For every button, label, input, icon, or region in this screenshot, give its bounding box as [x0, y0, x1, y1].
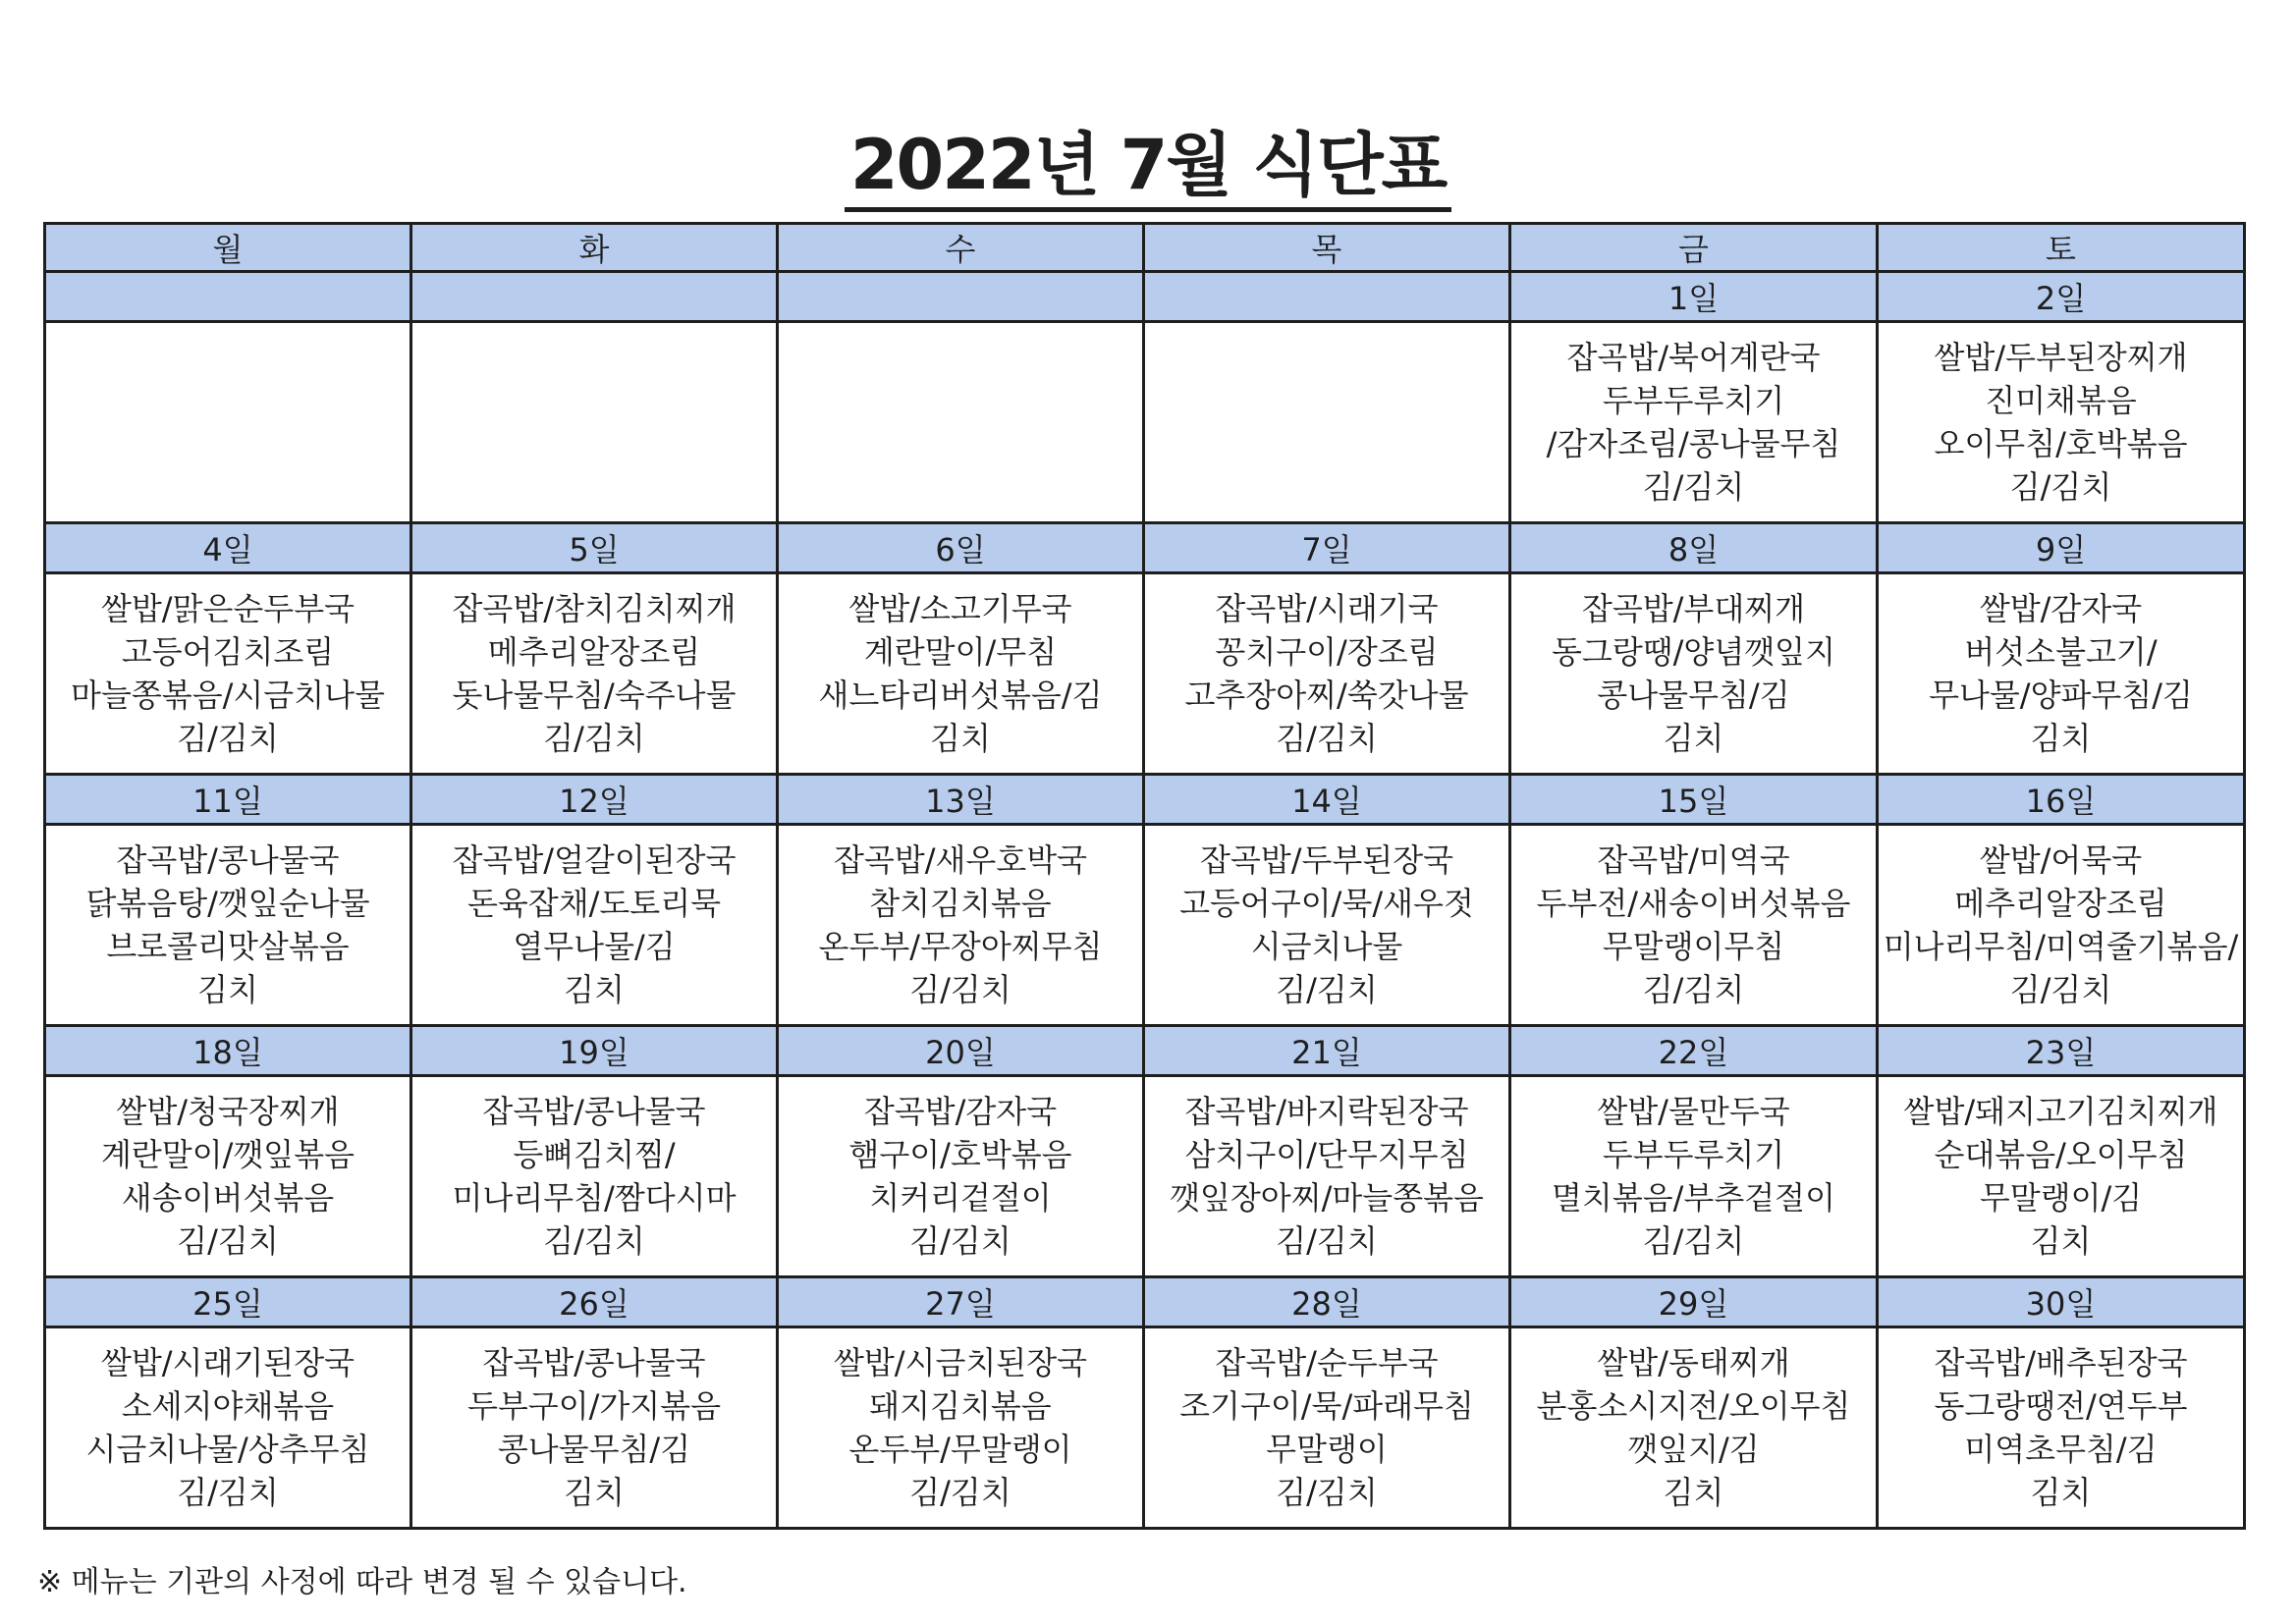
menu-line: 메추리알장조림	[1954, 885, 2167, 922]
menu-line: 치커리겉절이	[869, 1179, 1052, 1217]
menu-line: 김치	[564, 1474, 625, 1511]
menu-line: 잡곡밥/얼갈이된장국	[452, 841, 737, 879]
menu-line: 꽁치구이/장조림	[1215, 633, 1439, 671]
menu-line: 김치	[197, 971, 258, 1008]
menu-line: 김/김치	[1276, 720, 1378, 757]
menu-line: 시금치나물	[1250, 928, 1403, 965]
menu-cell	[411, 573, 778, 775]
date-cell: 20일	[778, 1026, 1144, 1076]
menu-line: 메추리알장조림	[487, 633, 701, 671]
menu-line: 쌀밥/소고기무국	[848, 590, 1072, 627]
menu-row	[45, 1327, 2245, 1529]
menu-line: 쌀밥/시금치된장국	[833, 1344, 1088, 1381]
menu-row	[45, 322, 2245, 523]
menu-line: 마늘쫑볶음/시금치나물	[71, 677, 385, 714]
menu-cell	[45, 825, 411, 1026]
menu-line: 콩나물무침/김	[1597, 677, 1790, 714]
date-cell	[45, 272, 411, 322]
meal-calendar-table	[43, 222, 2246, 1530]
menu-line: 김/김치	[1276, 1474, 1378, 1511]
menu-cell	[411, 1327, 778, 1529]
menu-line: 김/김치	[909, 1474, 1011, 1511]
menu-line: 잡곡밥/콩나물국	[482, 1093, 706, 1130]
menu-line: 두부전/새송이버섯볶음	[1536, 885, 1851, 922]
date-row	[45, 272, 2245, 322]
menu-line: 김/김치	[2009, 971, 2112, 1008]
date-cell	[1144, 272, 1510, 322]
menu-line: 깻잎지/김	[1627, 1431, 1760, 1468]
date-cell: 18일	[45, 1026, 411, 1076]
menu-line: 김/김치	[1642, 468, 1745, 506]
weekday-wed: 수	[778, 224, 1144, 272]
menu-line: 김치	[1663, 720, 1724, 757]
menu-line: 돈육잡채/도토리묵	[466, 885, 722, 922]
date-cell	[778, 272, 1144, 322]
date-cell: 23일	[1878, 1026, 2245, 1076]
menu-line: 삼치구이/단무지무침	[1184, 1136, 1469, 1173]
menu-cell	[778, 825, 1144, 1026]
date-cell: 14일	[1144, 775, 1510, 825]
menu-line: 콩나물무침/김	[497, 1431, 691, 1468]
menu-line: 새느타리버섯볶음/김	[818, 677, 1103, 714]
menu-line: 김/김치	[1276, 1222, 1378, 1260]
date-cell: 30일	[1878, 1277, 2245, 1327]
date-cell: 9일	[1878, 523, 2245, 573]
date-cell: 21일	[1144, 1026, 1510, 1076]
date-cell	[411, 272, 778, 322]
menu-cell	[778, 573, 1144, 775]
menu-line: 쌀밥/시래기된장국	[100, 1344, 355, 1381]
date-cell: 12일	[411, 775, 778, 825]
date-cell: 7일	[1144, 523, 1510, 573]
date-cell: 26일	[411, 1277, 778, 1327]
date-cell: 16일	[1878, 775, 2245, 825]
menu-line: 두부두루치기	[1602, 1136, 1785, 1173]
menu-cell	[1510, 322, 1878, 523]
menu-line: 미나리무침/짬다시마	[452, 1179, 737, 1217]
menu-line: 참치김치볶음	[869, 885, 1052, 922]
menu-line: 김치	[930, 720, 991, 757]
menu-line: 쌀밥/두부된장찌개	[1934, 339, 2188, 376]
menu-line: 잡곡밥/미역국	[1597, 841, 1790, 879]
menu-line: 김치	[564, 971, 625, 1008]
menu-cell	[1510, 1076, 1878, 1277]
menu-line: 무말랭이/김	[1979, 1179, 2143, 1217]
menu-cell	[411, 825, 778, 1026]
menu-line: 미역초무침/김	[1964, 1431, 2158, 1468]
weekday-sat: 토	[1878, 224, 2245, 272]
menu-cell	[1144, 573, 1510, 775]
menu-line: 잡곡밥/감자국	[863, 1093, 1058, 1130]
date-cell: 28일	[1144, 1277, 1510, 1327]
calendar-body	[45, 272, 2245, 1529]
menu-line: 김/김치	[1642, 1222, 1745, 1260]
menu-line: 고등어구이/묵/새우젓	[1179, 885, 1474, 922]
menu-line: 동그랑땡/양념깻잎지	[1552, 633, 1835, 671]
menu-cell	[411, 1076, 778, 1277]
menu-line: 김/김치	[543, 1222, 645, 1260]
menu-line: 고추장아찌/쑥갓나물	[1184, 677, 1469, 714]
menu-line: 잡곡밥/배추된장국	[1934, 1344, 2188, 1381]
menu-line: 잡곡밥/콩나물국	[482, 1344, 706, 1381]
menu-line: 쌀밥/어묵국	[1979, 841, 2143, 879]
menu-cell	[45, 1327, 411, 1529]
menu-cell	[1144, 322, 1510, 523]
menu-cell	[1144, 1076, 1510, 1277]
weekday-mon: 월	[45, 224, 411, 272]
page-title	[0, 110, 2296, 209]
menu-line: 닭볶음탕/깻잎순나물	[85, 885, 370, 922]
menu-cell	[1878, 322, 2245, 523]
menu-line: 계란말이/무침	[863, 633, 1058, 671]
menu-cell	[1878, 825, 2245, 1026]
menu-line: 잡곡밥/참치김치찌개	[452, 590, 737, 627]
menu-line: 쌀밥/감자국	[1979, 590, 2143, 627]
menu-line: 잡곡밥/부대찌개	[1581, 590, 1806, 627]
menu-line: 두부두루치기	[1602, 382, 1785, 419]
menu-line: 김/김치	[177, 1222, 279, 1260]
menu-line: 시금치나물/상추무침	[85, 1431, 370, 1468]
menu-line: 잡곡밥/바지락된장국	[1184, 1093, 1469, 1130]
menu-cell	[45, 573, 411, 775]
menu-line: 미나리무침/미역줄기볶음/	[1883, 928, 2239, 965]
date-cell: 2일	[1878, 272, 2245, 322]
menu-line: 김치	[1663, 1474, 1724, 1511]
date-cell: 25일	[45, 1277, 411, 1327]
menu-line: 무말랭이무침	[1602, 928, 1785, 965]
menu-line: 오이무침/호박볶음	[1934, 425, 2188, 462]
menu-line: 분홍소시지전/오이무침	[1536, 1387, 1851, 1425]
menu-line: 김/김치	[177, 1474, 279, 1511]
menu-cell	[1878, 1076, 2245, 1277]
menu-cell	[1510, 825, 1878, 1026]
weekday-thu: 목	[1144, 224, 1510, 272]
date-cell: 1일	[1510, 272, 1878, 322]
menu-line: 온두부/무말랭이	[848, 1431, 1072, 1468]
date-cell: 22일	[1510, 1026, 1878, 1076]
menu-cell	[1510, 573, 1878, 775]
menu-line: 쌀밥/물만두국	[1597, 1093, 1790, 1130]
menu-cell	[45, 322, 411, 523]
menu-cell	[45, 1076, 411, 1277]
menu-line: 멸치볶음/부추겉절이	[1552, 1179, 1835, 1217]
menu-line: 잡곡밥/두부된장국	[1199, 841, 1454, 879]
menu-line: 온두부/무장아찌무침	[818, 928, 1103, 965]
date-cell: 5일	[411, 523, 778, 573]
menu-line: 김치	[2030, 1222, 2092, 1260]
date-cell: 19일	[411, 1026, 778, 1076]
menu-row	[45, 573, 2245, 775]
menu-line: 브로콜리맛살볶음	[106, 928, 350, 965]
menu-line: 돗나물무침/숙주나물	[452, 677, 737, 714]
date-cell: 15일	[1510, 775, 1878, 825]
date-row	[45, 523, 2245, 573]
menu-line: 무말랭이	[1266, 1431, 1388, 1468]
menu-line: 버섯소불고기/	[1964, 633, 2158, 671]
date-cell: 6일	[778, 523, 1144, 573]
menu-line: 열무나물/김	[513, 928, 676, 965]
menu-cell	[1510, 1327, 1878, 1529]
menu-line: 돼지김치볶음	[869, 1387, 1052, 1425]
menu-line: 햄구이/호박볶음	[848, 1136, 1072, 1173]
menu-line: 계란말이/깻잎볶음	[100, 1136, 355, 1173]
menu-line: 고등어김치조림	[121, 633, 335, 671]
menu-line: 진미채볶음	[1985, 382, 2137, 419]
menu-line: 순대볶음/오이무침	[1934, 1136, 2188, 1173]
menu-line: 김치	[2030, 1474, 2092, 1511]
menu-line: 잡곡밥/새우호박국	[833, 841, 1088, 879]
date-cell: 11일	[45, 775, 411, 825]
menu-line: 쌀밥/동태찌개	[1597, 1344, 1790, 1381]
menu-line: 두부구이/가지볶음	[466, 1387, 722, 1425]
menu-line: 김/김치	[2009, 468, 2112, 506]
menu-line: 김/김치	[177, 720, 279, 757]
menu-cell	[1878, 573, 2245, 775]
menu-line: 무나물/양파무침/김	[1929, 677, 2193, 714]
menu-line: 등뼈김치찜/	[513, 1136, 676, 1173]
menu-line: 김/김치	[909, 1222, 1011, 1260]
date-cell: 29일	[1510, 1277, 1878, 1327]
weekday-tue: 화	[411, 224, 778, 272]
menu-cell	[1144, 825, 1510, 1026]
menu-line: 새송이버섯볶음	[121, 1179, 335, 1217]
menu-line: 김/김치	[909, 971, 1011, 1008]
menu-cell	[778, 1076, 1144, 1277]
menu-line: 김/김치	[543, 720, 645, 757]
date-cell: 27일	[778, 1277, 1144, 1327]
menu-cell	[778, 322, 1144, 523]
footer-note: ※ 메뉴는 기관의 사정에 따라 변경 될 수 있습니다.	[37, 1565, 687, 1599]
menu-line: 소세지야채볶음	[121, 1387, 335, 1425]
menu-cell	[411, 322, 778, 523]
menu-row	[45, 1076, 2245, 1277]
menu-line: 쌀밥/청국장찌개	[116, 1093, 340, 1130]
menu-line: 잡곡밥/콩나물국	[116, 841, 340, 879]
date-row	[45, 1026, 2245, 1076]
menu-row	[45, 825, 2245, 1026]
menu-line: 잡곡밥/시래기국	[1215, 590, 1439, 627]
menu-line: /감자조림/콩나물무침	[1546, 425, 1841, 462]
menu-line: 동그랑땡전/연두부	[1934, 1387, 2188, 1425]
menu-cell	[1878, 1327, 2245, 1529]
menu-line: 김/김치	[1276, 971, 1378, 1008]
menu-line: 김치	[2030, 720, 2092, 757]
page-title-text: 2022년 7월 식단표	[845, 125, 1451, 212]
menu-line: 깻잎장아찌/마늘쫑볶음	[1170, 1179, 1484, 1217]
menu-line: 조기구이/묵/파래무침	[1179, 1387, 1474, 1425]
date-cell: 8일	[1510, 523, 1878, 573]
date-row	[45, 1277, 2245, 1327]
menu-line: 잡곡밥/순두부국	[1215, 1344, 1439, 1381]
menu-cell	[778, 1327, 1144, 1529]
weekday-header-row	[45, 224, 2245, 272]
date-row	[45, 775, 2245, 825]
menu-line: 쌀밥/맑은순두부국	[100, 590, 355, 627]
weekday-fri: 금	[1510, 224, 1878, 272]
menu-line: 쌀밥/돼지고기김치찌개	[1903, 1093, 2218, 1130]
date-cell: 13일	[778, 775, 1144, 825]
date-cell: 4일	[45, 523, 411, 573]
menu-cell	[1144, 1327, 1510, 1529]
menu-line: 잡곡밥/북어계란국	[1566, 339, 1821, 376]
menu-line: 김/김치	[1642, 971, 1745, 1008]
